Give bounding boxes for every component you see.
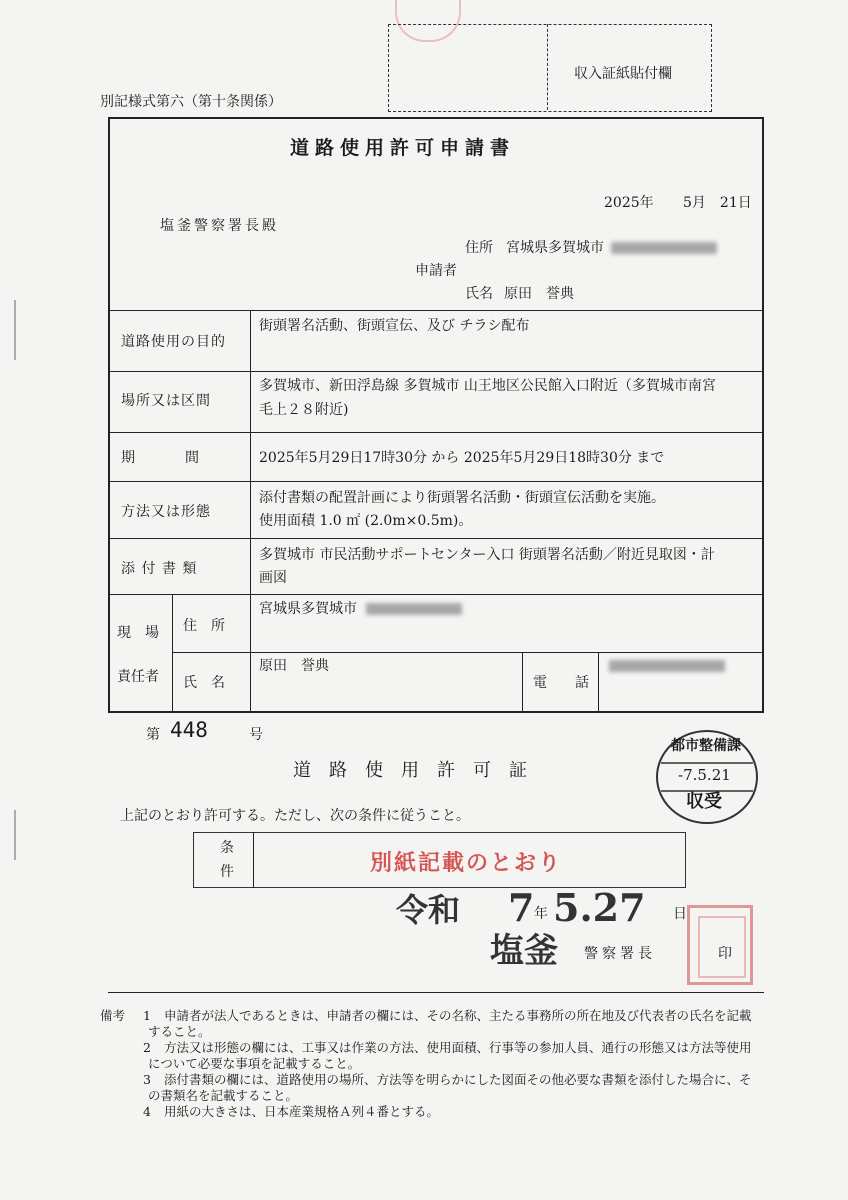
method-value-line2: 使用面積 1.0 ㎡ (2.0m×0.5m)。 — [259, 513, 473, 529]
site-phone-label: 電 話 — [533, 675, 589, 691]
note-number: 1 — [143, 1008, 151, 1023]
issue-month-day: 5.27 — [553, 885, 646, 930]
application-month-day: 5月 21日 — [683, 195, 752, 211]
issue-day-char: 日 — [673, 906, 687, 922]
redacted-address — [611, 242, 717, 254]
purpose-label: 道路使用の目的 — [121, 334, 226, 350]
period-value: 2025年5月29日17時30分 から 2025年5月29日18時30分 まで — [259, 450, 665, 466]
note-text: すること。 — [148, 1024, 211, 1039]
conditions-label-2: 件 — [220, 864, 234, 880]
binding-mark — [14, 810, 16, 860]
attachments-label: 添 付 書 類 — [121, 561, 198, 577]
form-title: 道路使用許可申請書 — [290, 137, 516, 159]
applicant-address-label: 住所 — [465, 240, 493, 256]
issuer: 塩釜 — [490, 931, 558, 971]
redacted-site-address — [366, 603, 462, 615]
note-text: について必要な事項を記載すること。 — [148, 1056, 361, 1071]
applicant-address: 宮城県多賀城市 — [506, 240, 604, 256]
received-stamp-date: -7.5.21 — [678, 766, 731, 784]
redacted-phone — [609, 660, 725, 672]
application-year: 2025年 — [604, 195, 654, 211]
conditions-label-1: 条 — [220, 840, 234, 856]
permit-title: 道 路 使 用 許 可 証 — [293, 760, 527, 781]
addressee: 塩釜警察署長殿 — [160, 218, 279, 234]
method-label: 方法又は形態 — [121, 504, 211, 520]
note-text: 申請者が法人であるときは、申請者の欄には、その名称、主たる事務所の所在地及び代表者の氏名を記載 — [164, 1008, 752, 1023]
note-text: 方法又は形態の欄には、工事又は作業の方法、使用面積、行事等の参加人員、通行の形態又は方法等使用 — [164, 1040, 752, 1055]
applicant-label: 申請者 — [415, 263, 457, 279]
attachments-value-line2: 画図 — [259, 570, 287, 586]
place-value-line1: 多賀城市、新田浮島線 多賀城市 山王地区公民館入口附近（多賀城市南宮 — [259, 378, 716, 394]
issue-year-char: 年 — [534, 906, 548, 922]
site-address: 宮城県多賀城市 — [259, 601, 357, 617]
permit-statement: 上記のとおり許可する。ただし、次の条件に従うこと。 — [120, 808, 470, 824]
revenue-stamp-label: 収入証紙貼付欄 — [574, 66, 672, 82]
revenue-stamp-divider — [547, 24, 548, 110]
note-text: 用紙の大きさは、日本産業規格Ａ列４番とする。 — [164, 1104, 440, 1119]
applicant-name: 原田 誉典 — [504, 286, 574, 302]
place-label: 場所又は区間 — [121, 393, 211, 409]
permit-no-suffix: 号 — [249, 727, 263, 743]
period-label: 期 間 — [121, 450, 201, 466]
permit-number: 448 — [170, 718, 208, 742]
applicant-name-label: 氏名 — [465, 286, 493, 302]
site-address-label: 住 所 — [183, 618, 225, 634]
received-stamp-top: 都市整備課 — [671, 738, 741, 754]
site-manager-label-bottom: 責任者 — [117, 669, 159, 685]
note-number: 3 — [143, 1072, 151, 1087]
note-text: の書類名を記載すること。 — [148, 1088, 299, 1103]
purpose-value: 街頭署名活動、街頭宣伝、及び チラシ配布 — [259, 318, 530, 334]
note-number: 4 — [143, 1104, 151, 1119]
permit-no-prefix: 第 — [146, 727, 160, 743]
issue-era: 令和 — [396, 891, 461, 929]
form-reference: 別記様式第六（第十条関係） — [100, 94, 282, 110]
site-name: 原田 誉典 — [259, 658, 329, 674]
place-value-line2: 毛上２８附近) — [259, 402, 349, 418]
received-stamp-bottom: 収受 — [686, 791, 722, 812]
site-manager-label-top: 現 場 — [117, 625, 159, 641]
issue-year-num: 7 — [508, 885, 535, 930]
note-number: 2 — [143, 1040, 151, 1055]
binding-mark — [14, 300, 16, 360]
permit-bottom-rule — [108, 992, 764, 993]
police-seal-icon — [687, 905, 753, 985]
issuer-seal-mark: 印 — [718, 946, 732, 962]
note-text: 添付書類の欄には、道路使用の場所、方法等を明らかにした図面その他必要な書類を添付した場合に、そ — [164, 1072, 752, 1087]
method-value-line1: 添付書類の配置計画により街頭署名活動・街頭宣伝活動を実施。 — [259, 490, 665, 506]
attachments-value-line1: 多賀城市 市民活動サポートセンター入口 街頭署名活動／附近見取図・計 — [259, 547, 715, 563]
conditions-stamp: 別紙記載のとおり — [370, 850, 563, 876]
issuer-suffix: 警察署長 — [584, 946, 656, 962]
notes-label: 備考 — [100, 1008, 126, 1023]
site-name-label: 氏 名 — [183, 675, 225, 691]
